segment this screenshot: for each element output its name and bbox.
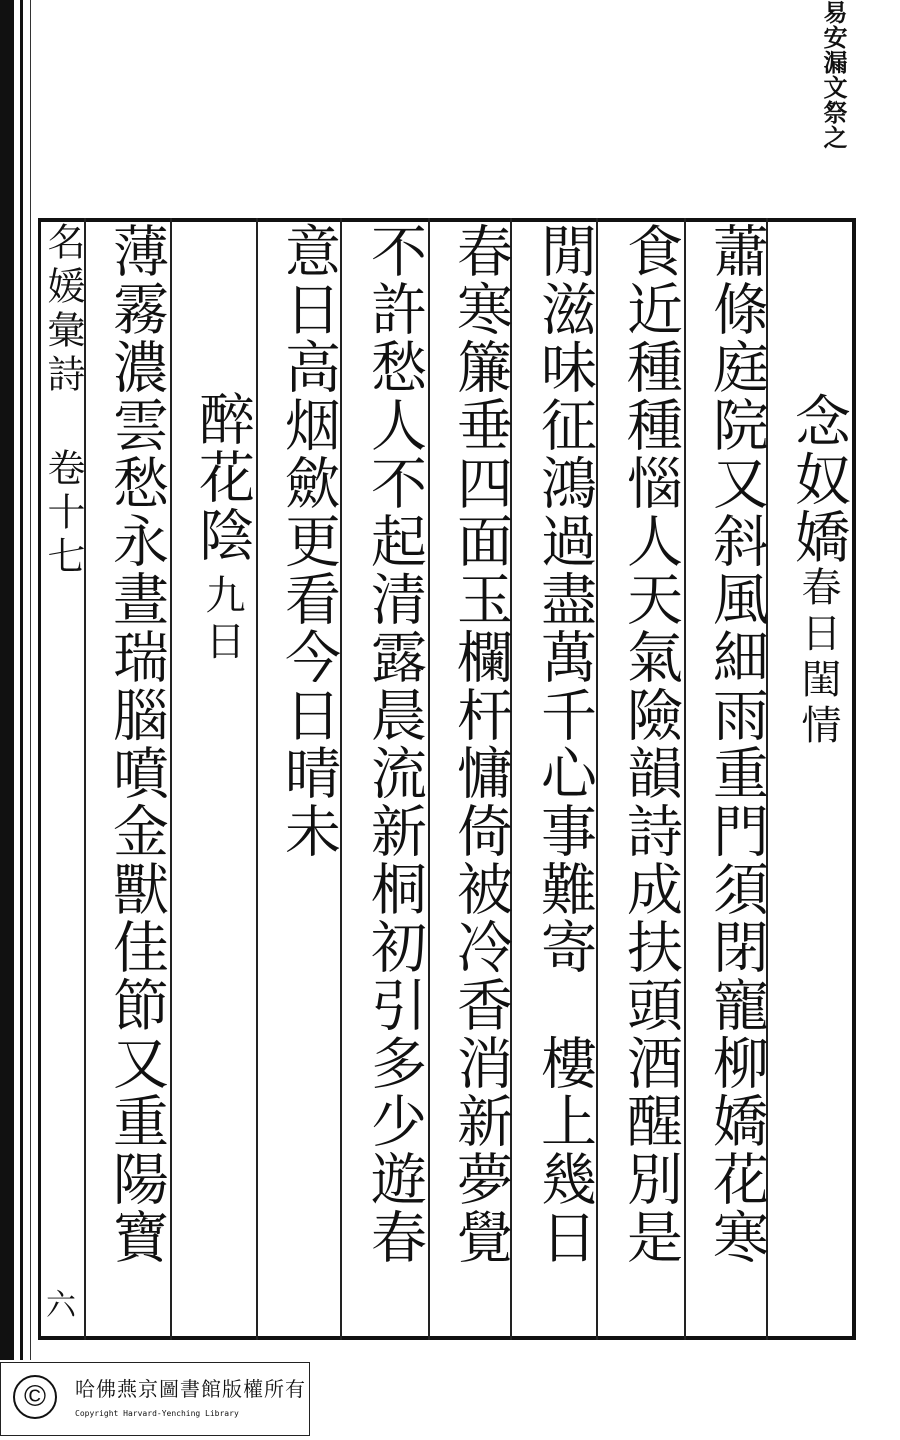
column-text: 食近種種惱人天氣險韻詩成扶頭酒醒別是: [618, 222, 683, 1266]
poem-title-column: [772, 222, 856, 1336]
poem-title: 念奴嬌: [786, 392, 851, 566]
column-text-continued: 樓上幾日: [532, 1034, 597, 1266]
poem-subtitle: 春日閨情: [795, 566, 841, 750]
column-text: 春寒簾垂四面玉欄杆慵倚被冷香消新夢覺: [448, 222, 513, 1266]
column-text: 薄霧濃雲愁永晝瑞腦噴金獸佳節又重陽寶: [104, 222, 169, 1266]
poem-title: 醉花陰: [190, 390, 255, 564]
binding-gutter: [0, 0, 14, 1360]
side-title-column: [40, 222, 86, 1336]
text-column-3: [518, 222, 602, 1336]
column-text: 意日高烟歛更看今日晴未: [276, 222, 341, 860]
text-column-5: [348, 222, 432, 1336]
marginal-note: 易安漏文祭之: [819, 0, 848, 150]
poem-title-column-2: [176, 222, 260, 1336]
page-number: 六: [46, 1288, 76, 1323]
text-column-8: [90, 222, 174, 1336]
text-column-4: [434, 222, 518, 1336]
collection-title: 名媛彙詩: [41, 222, 85, 398]
copyright-english: Copyright Harvard-Yenching Library: [75, 1409, 239, 1418]
column-text: 閒滋味征鴻過盡萬千心事難寄: [532, 222, 597, 976]
gutter-rule: [20, 0, 23, 1360]
volume-label: 卷十七: [41, 448, 85, 580]
column-text: 蕭條庭院又斜風細雨重門須閉寵柳嬌花寒: [704, 222, 769, 1266]
poem-subtitle: 九日: [199, 574, 245, 666]
column-text: 不許愁人不起清露晨流新桐初引多少遊春: [362, 222, 427, 1266]
copyright-chinese: 哈佛燕京圖書館版權所有: [75, 1377, 306, 1401]
text-column-6: [262, 222, 346, 1336]
text-column-1: [690, 222, 774, 1336]
gutter-rule-thin: [30, 0, 31, 1360]
text-column-2: [604, 222, 688, 1336]
copyright-icon: ©: [13, 1375, 57, 1419]
copyright-stamp: [0, 1362, 310, 1436]
